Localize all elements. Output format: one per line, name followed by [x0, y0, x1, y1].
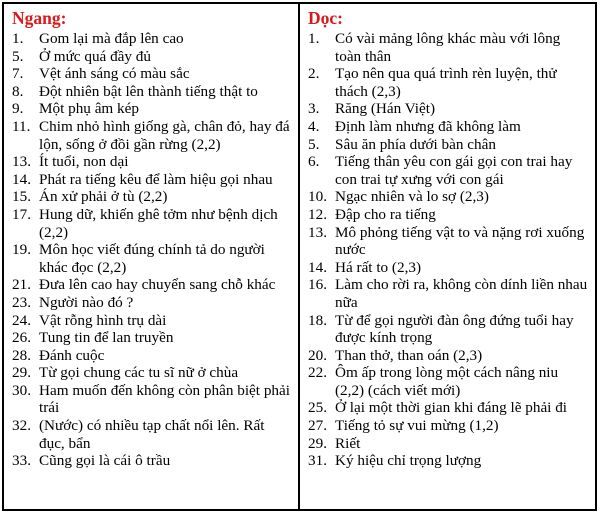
clue-text: Đưa lên cao hay chuyển sang chỗ khác [39, 276, 276, 294]
clue-text: Tiếng thân yêu con gái gọi con trai hay con trai tự xưng với con gái [335, 153, 573, 188]
clue-number: 16. [308, 276, 327, 294]
clue-item [308, 100, 589, 118]
clue-text: Cũng gọi là cái ô trầu [39, 452, 171, 470]
clue-item [308, 312, 589, 347]
clue-text: Ký hiệu chỉ trọng lượng [335, 452, 482, 470]
clue-number: 25. [308, 399, 327, 417]
clue-number: 9. [12, 100, 24, 118]
clue-number: 1. [12, 30, 24, 47]
clue-item [308, 188, 589, 206]
clue-number: 22. [308, 364, 327, 382]
clue-item [12, 206, 292, 241]
clue-text: Ít tuổi, non dại [39, 153, 129, 171]
clue-text: Há rất to (2,3) [335, 258, 422, 276]
clue-text: Gom lại mà đắp lên cao [39, 30, 184, 47]
clue-number: 10. [308, 188, 327, 206]
clue-item [308, 435, 589, 453]
clue-item [12, 241, 292, 276]
clue-item [308, 153, 589, 188]
clue-number: 8. [12, 82, 24, 100]
down-heading: Dọc: [308, 8, 343, 28]
clue-item [12, 171, 292, 189]
clue-text: Ngạc nhiên và lo sợ (2,3) [335, 188, 489, 206]
across-column [4, 4, 300, 509]
clue-text: Có vài mảng lông khác màu với lông toàn thân [335, 30, 561, 65]
clue-item [12, 153, 292, 171]
clue-text: Ở mức quá đầy đủ [39, 47, 151, 65]
clue-item [12, 329, 292, 347]
clue-text: Từ gọi chung các tu sĩ nữ ở chùa [39, 364, 239, 382]
clue-number: 19. [12, 241, 31, 259]
down-clue-list [308, 30, 589, 470]
clue-item [308, 30, 589, 65]
clue-text: Vệt ánh sáng có màu sắc [39, 65, 190, 83]
clue-item [12, 364, 292, 382]
clue-item [12, 83, 292, 101]
clue-number: 13. [308, 223, 327, 241]
clue-number: 14. [12, 170, 31, 188]
clue-item [308, 136, 589, 154]
clue-text: Vật rỗng hình trụ dài [39, 311, 167, 329]
clue-item [12, 276, 292, 294]
clue-number: 18. [308, 311, 327, 329]
clue-number: 26. [12, 329, 31, 347]
clue-text: Ở lại một thời gian khi đáng lẽ phải đi [335, 399, 568, 417]
clue-text: Định làm nhưng đã không làm [335, 117, 521, 135]
clue-item [308, 224, 589, 259]
clue-item [12, 452, 292, 470]
clue-text: Ham muốn đến không còn phân biệt phải trái [39, 381, 290, 417]
clue-text: Đánh cuộc [39, 346, 105, 364]
down-column [300, 4, 595, 509]
clue-number: 30. [12, 381, 31, 399]
clue-number: 5. [308, 135, 320, 153]
clue-item [308, 206, 589, 224]
clue-item [12, 294, 292, 312]
clue-text: Than thở, than oán (2,3) [335, 346, 483, 364]
across-heading: Ngang: [12, 8, 67, 28]
clue-text: Đập cho ra tiếng [335, 205, 436, 223]
clue-text: Chim nhỏ hình giống gà, chân đỏ, hay đá lộn, sống ở đồi gần rừng (2,2) [39, 117, 290, 153]
clue-item [12, 100, 292, 118]
clue-number: 29. [12, 364, 31, 382]
clue-item [12, 382, 292, 417]
clue-number: 11. [12, 117, 31, 135]
clue-text: Hung dữ, khiến ghê tởm như bệnh dịch (2,2) [39, 205, 278, 241]
clue-item [308, 417, 589, 435]
clue-item [308, 364, 589, 399]
clue-item [12, 118, 292, 153]
clue-text: Người nào đó ? [39, 293, 134, 311]
clue-text: Tung tin để lan truyền [39, 329, 174, 347]
clue-number: 15. [12, 188, 31, 206]
clue-text: Đột nhiên bật lên thành tiếng thật to [39, 82, 258, 100]
crossword-clues-table [2, 2, 597, 511]
clue-number: 20. [308, 346, 327, 364]
clue-text: Một phụ âm kép [39, 100, 139, 118]
clue-number: 7. [12, 65, 24, 83]
clue-number: 32. [12, 417, 31, 435]
clue-number: 27. [308, 417, 327, 435]
clue-text: (Nước) có nhiều tạp chất nổi lên. Rất đục, bẩn [39, 417, 265, 452]
clue-text: Làm cho rời ra, không còn dính liền nhau nữa [335, 276, 588, 311]
clue-item [308, 118, 589, 136]
clue-number: 13. [12, 153, 31, 171]
clue-text: Phát ra tiếng kêu để làm hiệu gọi nhau [39, 170, 273, 188]
clue-text: Răng (Hán Việt) [335, 100, 436, 118]
clue-number: 12. [308, 205, 327, 223]
clue-item [12, 188, 292, 206]
clue-number: 3. [308, 100, 320, 118]
clue-item [12, 30, 292, 48]
clue-text: Mô phỏng tiếng vật to và nặng rơi xuống nước [335, 223, 585, 259]
clue-item [308, 347, 589, 365]
clue-text: Riết [335, 434, 361, 452]
clue-number: 1. [308, 30, 320, 47]
clue-text: Án xử phải ở tù (2,2) [39, 188, 168, 206]
clue-number: 31. [308, 452, 327, 470]
clue-number: 14. [308, 258, 327, 276]
clue-item [12, 48, 292, 66]
clue-number: 28. [12, 346, 31, 364]
clue-text: Sâu ăn phía dưới bàn chân [335, 135, 496, 153]
clue-number: 5. [12, 47, 24, 65]
clue-item [308, 259, 589, 277]
clue-item [308, 399, 589, 417]
across-clue-list [12, 30, 292, 470]
clue-number: 23. [12, 293, 31, 311]
clue-item [12, 417, 292, 452]
clue-item [12, 312, 292, 330]
clue-number: 4. [308, 117, 320, 135]
clue-number: 29. [308, 434, 327, 452]
clue-text: Tiếng tỏ sự vui mừng (1,2) [335, 417, 499, 435]
clue-item [308, 276, 589, 311]
clue-text: Ôm ấp trong lòng một cách nâng niu (2,2) (cách viết mới) [335, 364, 559, 399]
clue-item [12, 347, 292, 365]
clue-number: 21. [12, 276, 31, 294]
clue-text: Tạo nên qua quá trình rèn luyện, thử thách (2,3) [335, 65, 557, 100]
clue-number: 6. [308, 153, 320, 171]
clue-text: Từ để gọi người đàn ông đứng tuổi hay được kính trọng [335, 311, 574, 347]
clue-number: 2. [308, 65, 320, 83]
clue-item [12, 65, 292, 83]
clue-number: 24. [12, 311, 31, 329]
clue-text: Môn học viết đúng chính tả do người khác đọc (2,2) [39, 241, 265, 276]
clue-item [308, 452, 589, 470]
clue-number: 17. [12, 205, 31, 223]
clue-number: 33. [12, 452, 31, 470]
clue-item [308, 65, 589, 100]
